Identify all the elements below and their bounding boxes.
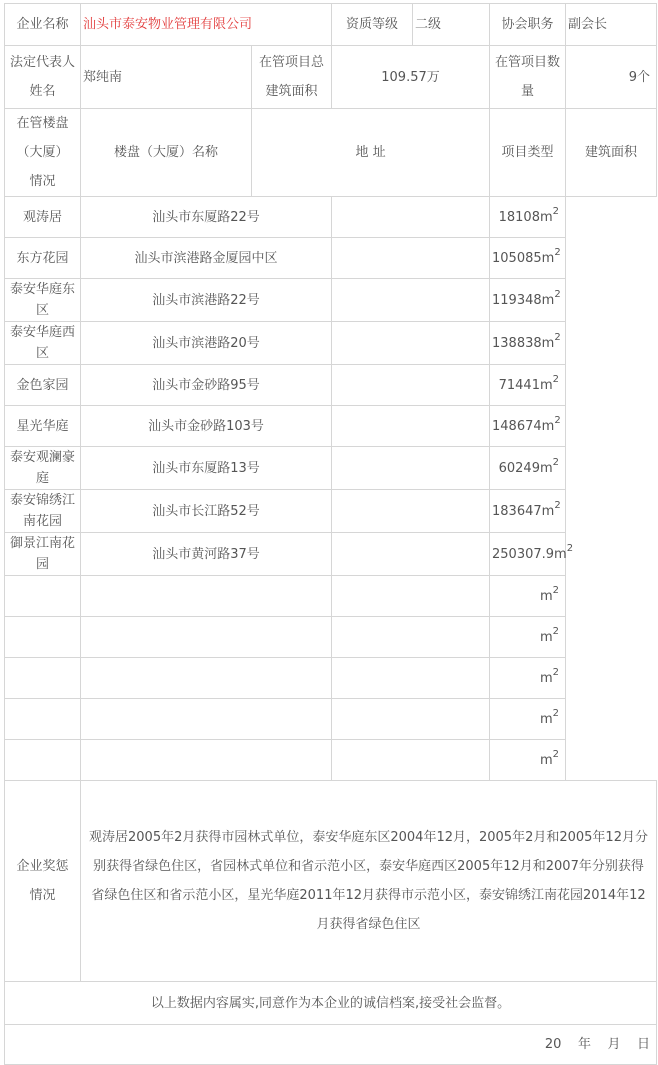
property-row: [5, 406, 657, 447]
header-name: 楼盘（大厦）名称: [81, 109, 252, 197]
property-name: 观涛居: [5, 197, 81, 238]
property-name: 东方花园: [5, 238, 81, 279]
property-area-value: 71441: [498, 377, 540, 393]
property-type: [332, 238, 490, 279]
property-type: [332, 699, 490, 740]
property-address: 汕头市东厦路22号: [81, 197, 332, 238]
project-count-value: 9个: [566, 46, 657, 109]
property-address: 汕头市滨港路20号: [81, 322, 332, 365]
property-address: 汕头市长江路52号: [81, 490, 332, 533]
property-name: [5, 617, 81, 658]
property-row: [5, 490, 657, 533]
property-row: [5, 740, 657, 781]
awards-row: [5, 781, 657, 982]
property-address: [81, 740, 332, 781]
property-row: [5, 699, 657, 740]
property-name: [5, 658, 81, 699]
property-area: [490, 576, 566, 617]
legal-rep-label: 法定代表人姓名: [5, 46, 81, 109]
area-unit-exponent: 2: [552, 626, 560, 638]
property-area: [490, 365, 566, 406]
area-unit-exponent: 2: [554, 500, 561, 512]
property-name: 星光华庭: [5, 406, 81, 447]
property-address: 汕头市金砂路95号: [81, 365, 332, 406]
property-type: [332, 533, 490, 576]
awards-text: 观涛居2005年2月获得市园林式单位，泰安华庭东区2004年12月，2005年2月和2005年12月分别获得省绿色住区，省园林式单位和省示范小区，泰安华庭西区2005年12月和2007年分别获得省绿色住区和省示范小区，星光华庭2011年12月获得市示范小区，泰安锦绣江南花园2014年12月获得省绿色住区: [81, 781, 657, 982]
area-unit: m: [539, 377, 553, 393]
enterprise-record-table: [4, 3, 657, 1065]
area-unit: m: [539, 752, 553, 768]
property-name: 金色家园: [5, 365, 81, 406]
property-address: [81, 617, 332, 658]
property-type: [332, 576, 490, 617]
area-unit: m: [539, 711, 553, 727]
area-unit-exponent: 2: [552, 585, 560, 597]
property-area: [490, 699, 566, 740]
property-address: 汕头市滨港路金厦园中区: [81, 238, 332, 279]
property-area: [490, 197, 566, 238]
property-type: [332, 406, 490, 447]
property-type: [332, 365, 490, 406]
company-row: [5, 4, 657, 46]
property-area: [490, 490, 566, 533]
property-row: [5, 617, 657, 658]
property-type: [332, 447, 490, 490]
property-row: [5, 197, 657, 238]
area-unit: m: [541, 250, 555, 266]
property-area: [490, 617, 566, 658]
property-address: 汕头市金砂路103号: [81, 406, 332, 447]
legal-rep-value: 郑纯南: [81, 46, 252, 109]
area-unit: m: [541, 418, 555, 434]
area-unit-exponent: 2: [552, 667, 560, 679]
qualification-cell: [332, 4, 490, 46]
properties-section-label: 在管楼盘（大厦）情况: [5, 109, 81, 197]
area-unit-exponent: 2: [566, 543, 574, 555]
property-row: [5, 658, 657, 699]
area-unit: m: [539, 629, 553, 645]
property-row: [5, 365, 657, 406]
property-area: [490, 658, 566, 699]
area-unit-exponent: 2: [552, 374, 560, 386]
property-row: [5, 322, 657, 365]
area-unit: m: [539, 460, 553, 476]
property-name: 泰安华庭西区: [5, 322, 81, 365]
header-area: 建筑面积: [566, 109, 657, 197]
property-name: 泰安锦绣江南花园: [5, 490, 81, 533]
date-row: [5, 1025, 657, 1065]
qualification-inner: [332, 4, 489, 45]
property-type: [332, 617, 490, 658]
legal-rep-row: [5, 46, 657, 109]
project-count-label: 在管项目数量: [490, 46, 566, 109]
property-address: [81, 658, 332, 699]
property-area-value: 119348: [492, 292, 542, 308]
property-address: [81, 576, 332, 617]
area-unit: m: [554, 546, 567, 562]
area-unit: m: [539, 209, 553, 225]
area-unit-exponent: 2: [552, 457, 560, 469]
area-unit-exponent: 2: [552, 206, 560, 218]
area-unit: m: [539, 670, 553, 686]
total-area-value: 109.57万: [332, 46, 490, 109]
area-unit-exponent: 2: [554, 415, 561, 427]
property-type: [332, 322, 490, 365]
property-area-value: 148674: [492, 418, 542, 434]
property-name: 泰安观澜豪庭: [5, 447, 81, 490]
area-unit-exponent: 2: [552, 749, 560, 761]
association-value: 副会长: [566, 4, 657, 46]
property-address: 汕头市黄河路37号: [81, 533, 332, 576]
property-type: [332, 740, 490, 781]
area-unit: m: [539, 588, 553, 604]
property-name: 泰安华庭东区: [5, 279, 81, 322]
property-address: [81, 699, 332, 740]
area-unit-exponent: 2: [554, 247, 561, 259]
property-area: [490, 740, 566, 781]
property-address: 汕头市东厦路13号: [81, 447, 332, 490]
property-area-value: 18108: [498, 209, 540, 225]
header-address: 地 址: [252, 109, 490, 197]
property-row: [5, 238, 657, 279]
property-area-value: 105085: [492, 250, 542, 266]
qualification-value: 二级: [415, 17, 442, 32]
property-rows: [5, 197, 657, 781]
area-unit: m: [541, 335, 555, 351]
property-area: [490, 533, 574, 576]
property-name: [5, 740, 81, 781]
property-area-value: 138838: [492, 335, 542, 351]
property-row: [5, 447, 657, 490]
property-row: [5, 576, 657, 617]
property-name: 御景江南花园: [5, 533, 81, 576]
qualification-label: 资质等级: [332, 4, 413, 45]
awards-label: 企业奖惩情况: [5, 781, 81, 982]
property-address: 汕头市滨港路22号: [81, 279, 332, 322]
property-type: [332, 279, 490, 322]
total-area-label: 在管项目总建筑面积: [252, 46, 332, 109]
property-type: [332, 197, 490, 238]
property-area-value: 250307.9: [492, 546, 555, 562]
company-name-label: 企业名称: [5, 4, 81, 46]
property-area: [490, 447, 566, 490]
property-type: [332, 490, 490, 533]
property-area: [490, 279, 566, 322]
declaration-text: 以上数据内容属实,同意作为本企业的诚信档案,接受社会监督。: [5, 982, 657, 1025]
association-label: 协会职务: [490, 4, 566, 46]
property-name: [5, 576, 81, 617]
properties-header-row: [5, 109, 657, 197]
area-unit-exponent: 2: [554, 332, 561, 344]
property-area: [490, 406, 566, 447]
property-row: [5, 279, 657, 322]
header-type: 项目类型: [490, 109, 566, 197]
property-area: [490, 238, 566, 279]
area-unit: m: [541, 503, 555, 519]
property-area-value: 183647: [492, 503, 542, 519]
area-unit: m: [541, 292, 555, 308]
area-unit-exponent: 2: [554, 289, 561, 301]
property-area-value: 60249: [498, 460, 540, 476]
property-area: [490, 322, 566, 365]
company-name-value: 汕头市泰安物业管理有限公司: [81, 4, 332, 46]
property-row: [5, 533, 657, 576]
date-text: 20 年 月 日: [5, 1025, 657, 1065]
property-name: [5, 699, 81, 740]
property-type: [332, 658, 490, 699]
area-unit-exponent: 2: [552, 708, 560, 720]
declaration-row: [5, 982, 657, 1025]
